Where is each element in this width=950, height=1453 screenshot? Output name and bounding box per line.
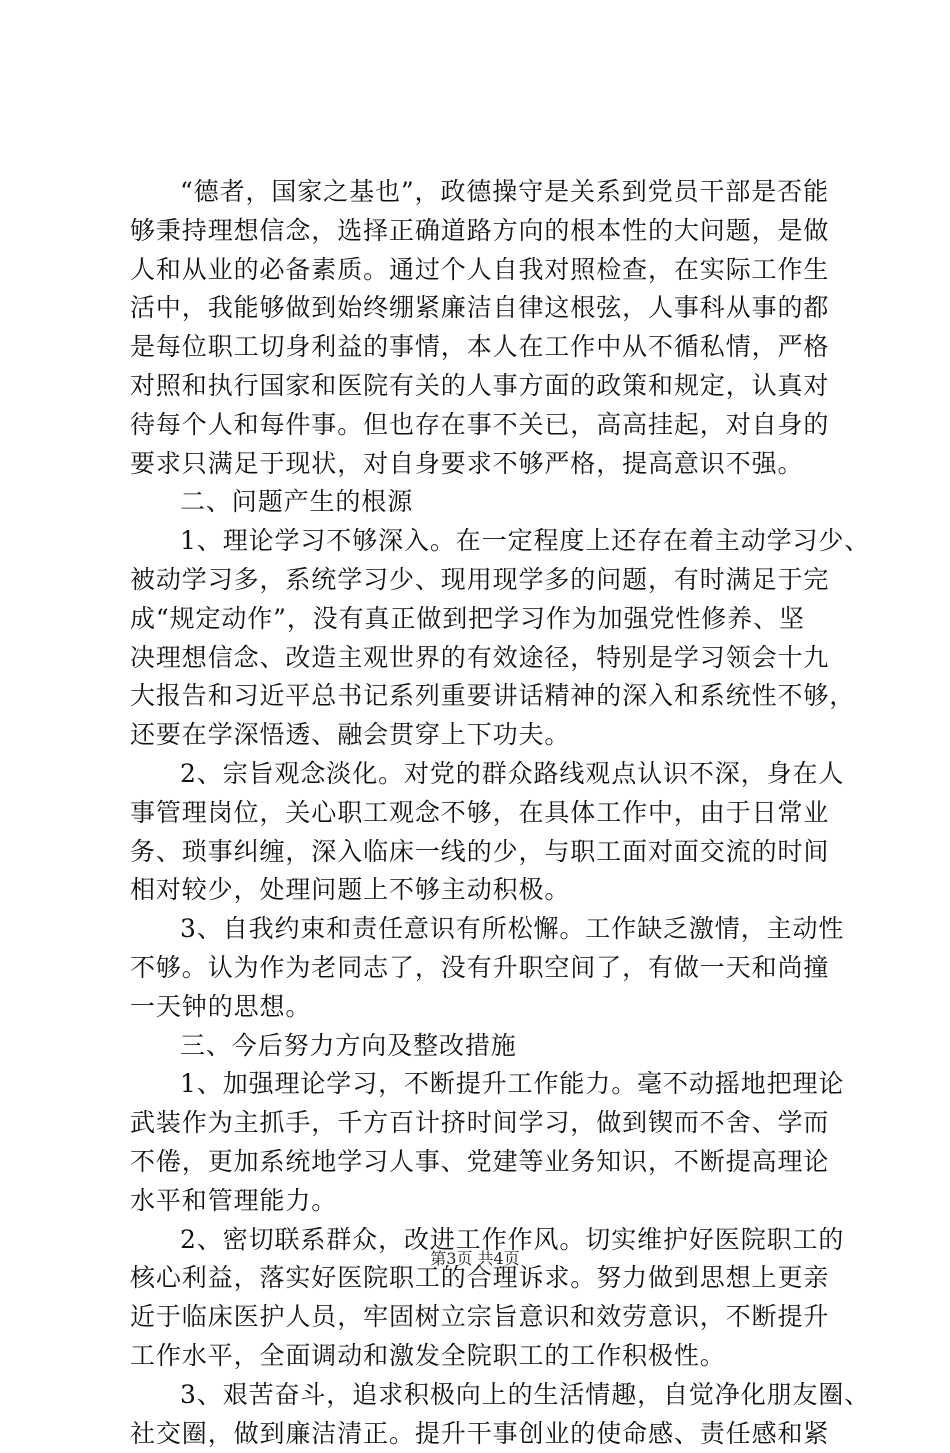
- text-line: 够秉持理想信念，选择正确道路方向的根本性的大问题，是做: [130, 212, 830, 251]
- text-line: 活中，我能够做到始终绷紧廉洁自律这根弦，人事科从事的都: [130, 289, 830, 328]
- text-line: 待每个人和每件事。但也存在事不关已，高高挂起，对自身的: [130, 406, 830, 445]
- text-line: 不够。认为作为老同志了，没有升职空间了，有做一天和尚撞: [130, 949, 830, 988]
- text-line: 决理想信念、改造主观世界的有效途径，特别是学习领会十九: [130, 639, 830, 678]
- text-line: 成“规定动作”，没有真正做到把学习作为加强党性修养、坚: [130, 600, 830, 639]
- text-line: 被动学习多，系统学习少、现用现学多的问题，有时满足于完: [130, 561, 830, 600]
- text-line: 还要在学深悟透、融会贯穿上下功夫。: [130, 716, 830, 755]
- text-line: 核心利益，落实好医院职工的合理诉求。努力做到思想上更亲: [130, 1259, 830, 1298]
- text-line: 要求只满足于现状，对自身要求不够严格，提高意识不强。: [130, 445, 830, 484]
- text-line: 工作水平，全面调动和激发全院职工的工作积极性。: [130, 1337, 830, 1376]
- text-line: 社交圈，做到廉洁清正。提升干事创业的使命感、责任感和紧: [130, 1415, 830, 1453]
- text-line: 对照和执行国家和医院有关的人事方面的政策和规定，认真对: [130, 367, 830, 406]
- text-line: 3、艰苦奋斗，追求积极向上的生活情趣，自觉净化朋友圈、: [130, 1376, 830, 1415]
- text-line: 2、密切联系群众，改进工作作风。切实维护好医院职工的: [130, 1221, 830, 1260]
- text-line: 事管理岗位，关心职工观念不够，在具体工作中，由于日常业: [130, 794, 830, 833]
- text-line: “德者，国家之基也”，政德操守是关系到党员干部是否能: [130, 173, 830, 212]
- text-line: 是每位职工切身利益的事情，本人在工作中从不循私情，严格: [130, 328, 830, 367]
- text-line: 相对较少，处理问题上不够主动积极。: [130, 871, 830, 910]
- text-line: 近于临床医护人员，牢固树立宗旨意识和效劳意识，不断提升: [130, 1298, 830, 1337]
- text-line: 水平和管理能力。: [130, 1182, 830, 1221]
- text-line: 武装作为主抓手，千方百计挤时间学习，做到锲而不舍、学而: [130, 1104, 830, 1143]
- text-line: 二、问题产生的根源: [130, 483, 830, 522]
- text-line: 2、宗旨观念淡化。对党的群众路线观点认识不深，身在人: [130, 755, 830, 794]
- text-line: 一天钟的思想。: [130, 988, 830, 1027]
- text-line: 3、自我约束和责任意识有所松懈。工作缺乏激情，主动性: [130, 910, 830, 949]
- text-line: 三、今后努力方向及整改措施: [130, 1027, 830, 1066]
- text-line: 1、加强理论学习，不断提升工作能力。毫不动摇地把理论: [130, 1065, 830, 1104]
- text-line: 1、理论学习不够深入。在一定程度上还存在着主动学习少、: [130, 522, 830, 561]
- text-line: 不倦，更加系统地学习人事、党建等业务知识，不断提高理论: [130, 1143, 830, 1182]
- text-line: 务、琐事纠缠，深入临床一线的少，与职工面对面交流的时间: [130, 833, 830, 872]
- page-footer: 第3页 共4页: [0, 1246, 950, 1269]
- text-line: 人和从业的必备素质。通过个人自我对照检查，在实际工作生: [130, 251, 830, 290]
- text-line: 大报告和习近平总书记系列重要讲话精神的深入和系统性不够，: [130, 677, 830, 716]
